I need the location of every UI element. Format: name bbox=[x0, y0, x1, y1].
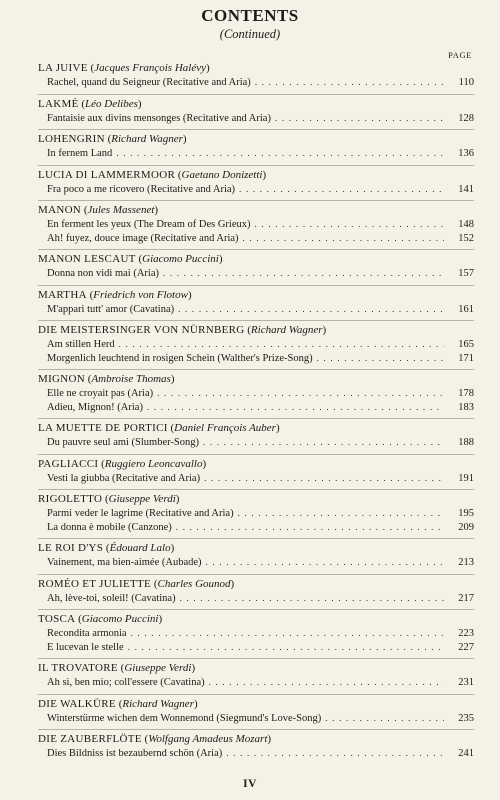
opera-heading bbox=[38, 203, 474, 218]
toc-entry bbox=[38, 59, 474, 95]
piece-title: Ah! fuyez, douce image (Recitative and Aria) bbox=[47, 232, 239, 244]
page-ref: 241 bbox=[458, 748, 474, 759]
piece-title: Rachel, quand du Seigneur (Recitative and Aria) bbox=[47, 77, 251, 88]
toc-entry bbox=[38, 95, 474, 131]
toc-entry bbox=[38, 659, 474, 695]
dot-leader bbox=[180, 592, 444, 606]
piece-title: Adieu, Mignon! (Aria) bbox=[47, 401, 143, 413]
toc-entry bbox=[38, 419, 474, 455]
page-ref: 231 bbox=[458, 677, 474, 688]
opera-title: DIE WALKÜRE bbox=[38, 697, 116, 710]
piece-row bbox=[38, 747, 474, 761]
piece-title: Vesti la giubba (Recitative and Aria) bbox=[47, 472, 201, 484]
piece-row bbox=[38, 712, 474, 726]
piece-title: Am stillen Herd bbox=[47, 339, 115, 350]
piece-row bbox=[38, 472, 474, 486]
composer-open-paren: ( bbox=[87, 62, 95, 74]
page-subtitle: (Continued) bbox=[219, 27, 281, 41]
piece-title: Ah sì, ben mio; coll'essere (Cavatina) bbox=[47, 677, 205, 688]
piece-row bbox=[38, 676, 474, 690]
dot-leader bbox=[203, 436, 444, 450]
dot-leader bbox=[325, 712, 444, 726]
dot-leader bbox=[275, 112, 444, 126]
page-ref: 157 bbox=[458, 268, 474, 279]
opera-heading bbox=[38, 323, 474, 338]
opera-heading bbox=[38, 541, 474, 556]
page-ref: 223 bbox=[458, 628, 474, 639]
composer-close-paren: ) bbox=[170, 542, 175, 554]
toc-entry bbox=[38, 575, 474, 611]
opera-heading bbox=[38, 132, 474, 147]
composer-open-paren: ( bbox=[141, 733, 149, 745]
opera-title: LOHENGRIN bbox=[38, 133, 105, 145]
composer-name: Édouard Lalo bbox=[109, 542, 171, 554]
opera-heading bbox=[38, 288, 474, 303]
composer-name: Friedrich von Flotow bbox=[93, 288, 188, 301]
page-ref: 136 bbox=[458, 148, 474, 159]
dot-leader bbox=[204, 472, 444, 486]
toc-entry bbox=[38, 130, 474, 166]
opera-title: LAKMÉ bbox=[38, 97, 79, 110]
toc-entry bbox=[38, 455, 474, 491]
composer-open-paren: ( bbox=[135, 253, 143, 265]
composer-close-paren: ) bbox=[267, 733, 272, 745]
opera-title: DIE ZAUBERFLÖTE bbox=[38, 733, 142, 745]
composer-close-paren: ) bbox=[230, 577, 235, 590]
page-ref: 213 bbox=[458, 557, 474, 568]
composer-close-paren: ) bbox=[191, 662, 196, 674]
opera-heading bbox=[38, 97, 474, 112]
composer-name: Giacomo Puccini bbox=[81, 613, 159, 625]
opera-title: MANON LESCAUT bbox=[38, 253, 136, 265]
piece-row bbox=[38, 183, 474, 197]
opera-title: MIGNON bbox=[38, 373, 86, 385]
composer-name: Richard Wagner bbox=[250, 324, 323, 336]
dot-leader bbox=[157, 387, 444, 401]
composer-name: Charles Gounod bbox=[157, 577, 231, 590]
dot-leader bbox=[128, 641, 444, 655]
composer-close-paren: ) bbox=[170, 373, 175, 385]
opera-title: RIGOLETTO bbox=[38, 493, 103, 505]
page-ref: 209 bbox=[458, 521, 474, 533]
page-ref: 217 bbox=[458, 592, 474, 604]
composer-name: Richard Wagner bbox=[122, 697, 194, 710]
opera-heading bbox=[38, 252, 474, 267]
piece-row bbox=[38, 436, 474, 450]
toc-entry bbox=[38, 166, 474, 202]
opera-title: IL TROVATORE bbox=[38, 662, 118, 674]
dot-leader bbox=[243, 232, 444, 246]
page-ref: 191 bbox=[458, 472, 474, 484]
page-ref: 128 bbox=[458, 112, 474, 124]
piece-title: In fernem Land bbox=[47, 148, 113, 159]
dot-leader bbox=[163, 267, 444, 281]
opera-heading bbox=[38, 421, 474, 436]
opera-heading bbox=[38, 457, 474, 472]
dot-leader bbox=[255, 218, 444, 232]
piece-title: Du pauvre seul ami (Slumber-Song) bbox=[47, 437, 200, 448]
composer-name: Jules Massenet bbox=[87, 204, 155, 216]
composer-name: Jacques François Halévy bbox=[94, 62, 206, 74]
opera-heading bbox=[38, 732, 474, 747]
opera-title: LA JUIVE bbox=[38, 62, 88, 74]
piece-title: Vainement, ma bien-aimée (Aubade) bbox=[47, 557, 202, 568]
composer-open-paren: ( bbox=[86, 288, 94, 301]
dot-leader bbox=[176, 521, 444, 535]
composer-open-paren: ( bbox=[115, 697, 123, 710]
piece-row bbox=[38, 507, 474, 521]
dot-leader bbox=[131, 627, 444, 641]
composer-close-paren: ) bbox=[193, 697, 198, 710]
opera-heading bbox=[38, 168, 474, 183]
toc-entry bbox=[38, 321, 474, 370]
toc-entry bbox=[38, 370, 474, 419]
dot-leader bbox=[255, 76, 444, 90]
opera-title: LE ROI D'YS bbox=[38, 542, 104, 554]
dot-leader bbox=[147, 401, 444, 415]
composer-name: Giuseppe Verdi bbox=[124, 662, 192, 674]
piece-title: Elle ne croyait pas (Aria) bbox=[47, 388, 154, 399]
composer-open-paren: ( bbox=[102, 493, 109, 505]
piece-title: Ah, lève-toi, soleil! (Cavatina) bbox=[47, 592, 176, 604]
opera-heading bbox=[38, 697, 474, 712]
piece-row bbox=[38, 76, 474, 90]
page-ref: 110 bbox=[458, 77, 474, 88]
piece-title: Morgenlich leuchtend in rosigen Schein (Walther's Prize-Song) bbox=[47, 352, 313, 364]
piece-row bbox=[38, 401, 474, 415]
page-number: IV bbox=[243, 778, 257, 790]
composer-name: Wolfgang Amadeus Mozart bbox=[148, 733, 268, 745]
piece-row bbox=[38, 218, 474, 232]
composer-open-paren: ( bbox=[151, 577, 158, 590]
table-of-contents bbox=[38, 59, 474, 765]
page-title: CONTENTS bbox=[201, 6, 299, 25]
piece-title: Fra poco a me ricovero (Recitative and Aria) bbox=[47, 183, 236, 195]
opera-title: PAGLIACCI bbox=[38, 457, 99, 470]
composer-close-paren: ) bbox=[137, 97, 142, 110]
piece-title: Dies Bildniss ist bezaubernd schön (Aria) bbox=[47, 748, 223, 759]
opera-heading bbox=[38, 492, 474, 507]
composer-open-paren: ( bbox=[175, 168, 182, 181]
dot-leader bbox=[206, 556, 444, 570]
piece-row bbox=[38, 521, 474, 535]
dot-leader bbox=[209, 676, 444, 690]
opera-heading bbox=[38, 577, 474, 592]
piece-title: Winterstürme wichen dem Wonnemond (Siegmund's Love-Song) bbox=[47, 712, 322, 724]
toc-entry bbox=[38, 201, 474, 250]
composer-open-paren: ( bbox=[98, 457, 105, 470]
piece-title: Donna non vidi mai (Aria) bbox=[47, 268, 159, 279]
opera-heading bbox=[38, 61, 474, 76]
page-ref: 171 bbox=[458, 352, 474, 364]
piece-row bbox=[38, 387, 474, 401]
page-ref: 183 bbox=[458, 401, 474, 413]
composer-name: Ambroise Thomas bbox=[91, 373, 171, 385]
piece-title: M'appari tutt' amor (Cavatina) bbox=[47, 303, 175, 315]
dot-leader bbox=[239, 183, 444, 197]
page-ref: 165 bbox=[458, 339, 474, 350]
page-ref: 178 bbox=[458, 388, 474, 399]
composer-open-paren: ( bbox=[104, 133, 112, 145]
composer-name: Daniel François Auber bbox=[174, 422, 276, 434]
piece-row bbox=[38, 338, 474, 352]
toc-entry bbox=[38, 490, 474, 539]
piece-row bbox=[38, 352, 474, 366]
composer-close-paren: ) bbox=[275, 422, 280, 434]
opera-heading bbox=[38, 661, 474, 676]
page-ref: 148 bbox=[458, 219, 474, 230]
piece-title: En ferment les yeux (The Dream of Des Grieux) bbox=[47, 219, 251, 230]
composer-close-paren: ) bbox=[158, 613, 163, 625]
opera-title: ROMÉO ET JULIETTE bbox=[38, 577, 152, 590]
page-ref: 188 bbox=[458, 437, 474, 448]
page-column-label: PAGE bbox=[448, 50, 472, 60]
composer-open-paren: ( bbox=[167, 422, 175, 434]
composer-close-paren: ) bbox=[202, 457, 207, 470]
piece-row bbox=[38, 627, 474, 641]
opera-heading bbox=[38, 612, 474, 627]
dot-leader bbox=[116, 147, 444, 161]
dot-leader bbox=[317, 352, 444, 366]
toc-entry bbox=[38, 539, 474, 575]
composer-close-paren: ) bbox=[187, 288, 192, 301]
composer-close-paren: ) bbox=[262, 168, 267, 181]
opera-title: LA MUETTE DE PORTICI bbox=[38, 422, 168, 434]
dot-leader bbox=[178, 303, 444, 317]
page-ref: 195 bbox=[458, 508, 474, 519]
page-ref: 141 bbox=[458, 183, 474, 195]
opera-title: DIE MEISTERSINGER VON NÜRNBERG bbox=[38, 324, 245, 336]
toc-entry bbox=[38, 286, 474, 322]
composer-close-paren: ) bbox=[322, 324, 327, 336]
piece-row bbox=[38, 641, 474, 655]
piece-row bbox=[38, 112, 474, 126]
composer-name: Giuseppe Verdi bbox=[108, 493, 176, 505]
opera-heading bbox=[38, 372, 474, 387]
composer-close-paren: ) bbox=[205, 62, 210, 74]
composer-open-paren: ( bbox=[85, 373, 92, 385]
piece-row bbox=[38, 147, 474, 161]
composer-open-paren: ( bbox=[78, 97, 86, 110]
opera-title: TOSCA bbox=[38, 613, 76, 625]
piece-row bbox=[38, 267, 474, 281]
composer-open-paren: ( bbox=[75, 613, 82, 625]
piece-row bbox=[38, 232, 474, 246]
opera-title: LUCIA DI LAMMERMOOR bbox=[38, 168, 176, 181]
composer-name: Ruggiero Leoncavallo bbox=[104, 457, 203, 470]
composer-close-paren: ) bbox=[175, 493, 180, 505]
page-ref: 161 bbox=[458, 303, 474, 315]
piece-row bbox=[38, 592, 474, 606]
dot-leader bbox=[226, 747, 444, 761]
page-ref: 152 bbox=[458, 232, 474, 244]
composer-close-paren: ) bbox=[218, 253, 223, 265]
piece-row bbox=[38, 556, 474, 570]
page-ref: 235 bbox=[458, 712, 474, 724]
composer-open-paren: ( bbox=[244, 324, 251, 336]
composer-close-paren: ) bbox=[182, 133, 187, 145]
opera-title: MANON bbox=[38, 204, 82, 216]
dot-leader bbox=[119, 338, 444, 352]
composer-name: Gaetano Donizetti bbox=[181, 168, 263, 181]
composer-open-paren: ( bbox=[81, 204, 88, 216]
piece-title: Recondita armonia bbox=[47, 628, 127, 639]
dot-leader bbox=[238, 507, 444, 521]
piece-row bbox=[38, 303, 474, 317]
composer-name: Léo Delibes bbox=[85, 97, 138, 110]
piece-title: La donna è mobile (Canzone) bbox=[47, 521, 172, 533]
composer-open-paren: ( bbox=[117, 662, 125, 674]
toc-entry bbox=[38, 730, 474, 765]
composer-close-paren: ) bbox=[154, 204, 159, 216]
piece-title: Parmi veder le lagrime (Recitative and Aria) bbox=[47, 508, 234, 519]
composer-name: Richard Wagner bbox=[111, 133, 183, 145]
toc-entry bbox=[38, 610, 474, 659]
piece-title: E lucevan le stelle bbox=[47, 641, 124, 653]
composer-name: Giacomo Puccini bbox=[142, 253, 219, 265]
opera-title: MARTHA bbox=[38, 288, 87, 301]
page-ref: 227 bbox=[458, 641, 474, 653]
composer-open-paren: ( bbox=[103, 542, 110, 554]
toc-entry bbox=[38, 250, 474, 286]
toc-entry bbox=[38, 695, 474, 731]
piece-title: Fantaisie aux divins mensonges (Recitative and Aria) bbox=[47, 112, 271, 124]
